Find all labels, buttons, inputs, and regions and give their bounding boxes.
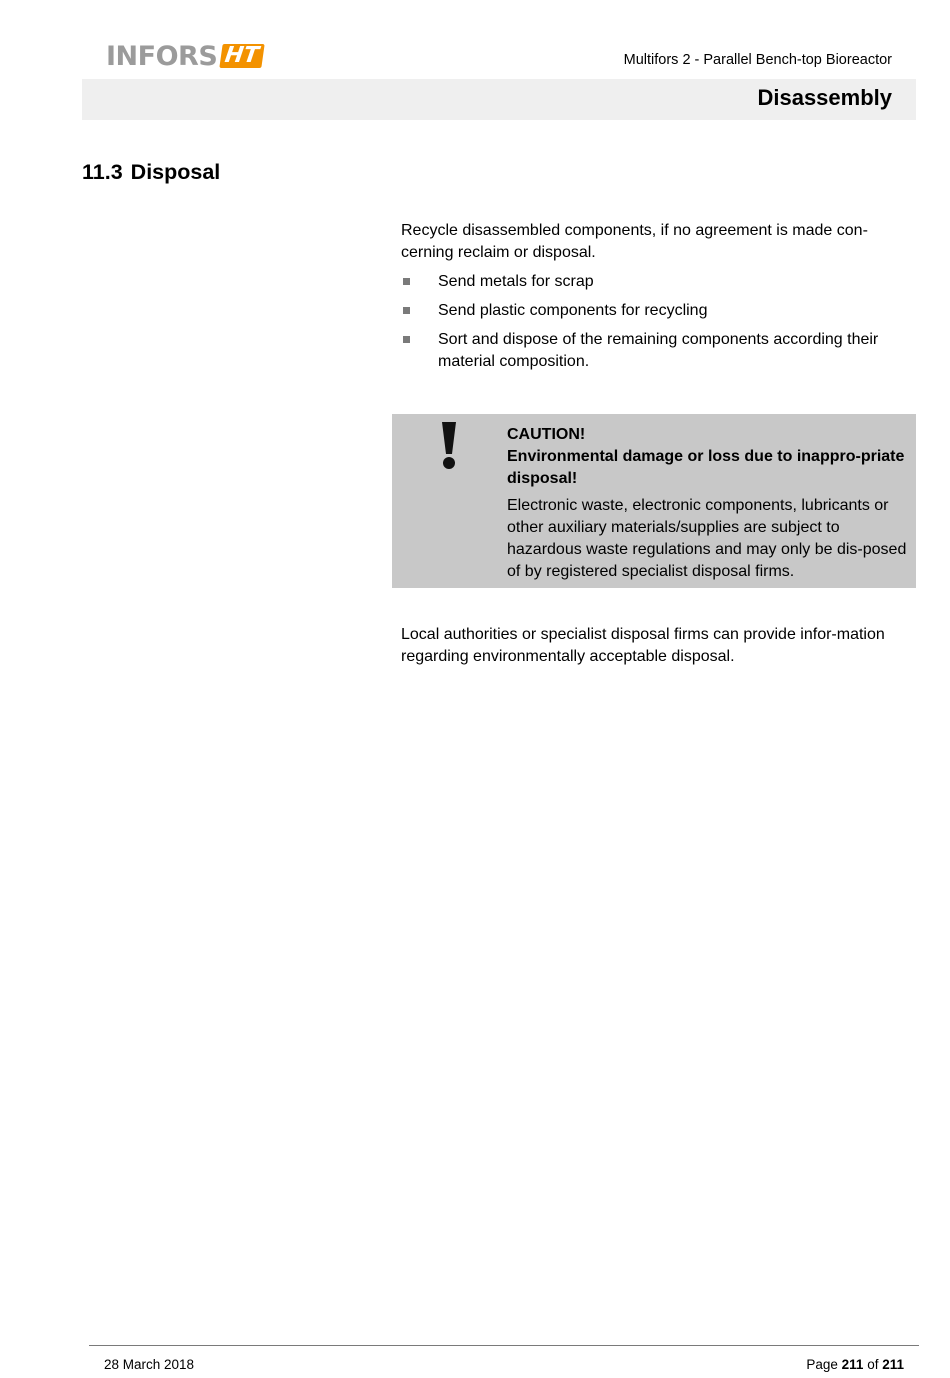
caution-box <box>392 414 916 588</box>
list-item <box>401 300 916 322</box>
infors-ht-logo <box>106 40 264 72</box>
logo-wordmark: INFORS <box>106 40 218 72</box>
section-content <box>401 220 916 380</box>
logo-ht-mark: HT <box>220 44 266 68</box>
list-item-text: Sort and dispose of the remaining components according their material composition. <box>438 331 879 370</box>
square-bullet-icon <box>403 307 410 314</box>
caution-signal-word: CAUTION! <box>507 426 586 443</box>
caution-headline: Environmental damage or loss due to inappro-priate disposal! <box>507 448 905 487</box>
closing-paragraph: Local authorities or specialist disposal firms can provide infor-mation regarding environmentally acceptable disposal. <box>401 626 885 665</box>
list-item <box>401 329 916 373</box>
caution-text <box>507 424 909 583</box>
section-heading <box>82 160 220 185</box>
bullet-list <box>401 271 916 373</box>
list-item <box>401 271 916 293</box>
list-item-text: Send plastic components for recycling <box>438 302 708 319</box>
chapter-title: Disassembly <box>757 85 892 110</box>
section-number: 11.3 <box>82 160 123 184</box>
intro-paragraph: Recycle disassembled components, if no agreement is made con-cerning reclaim or disposal. <box>401 222 868 261</box>
caution-body: Electronic waste, electronic components, lubricants or other auxiliary materials/supplies are subject to hazardous waste regulations and may only be dis-posed of by registered specialist disposal firms. <box>507 497 907 580</box>
footer-date: 28 March 2018 <box>104 1357 195 1372</box>
page-prefix: Page <box>806 1357 838 1372</box>
footer-divider <box>89 1345 919 1346</box>
page-current: 211 <box>841 1357 864 1372</box>
page-total: 211 <box>882 1357 904 1372</box>
page-of: of <box>867 1357 879 1372</box>
square-bullet-icon <box>403 278 410 285</box>
document-title: Multifors 2 - Parallel Bench-top Bioreactor <box>623 52 892 68</box>
section-title: Disposal <box>130 160 221 184</box>
page-number <box>806 1357 904 1372</box>
chapter-header-band <box>82 79 916 120</box>
list-item-text: Send metals for scrap <box>438 273 594 290</box>
square-bullet-icon <box>403 336 410 343</box>
exclamation-icon <box>436 422 462 470</box>
